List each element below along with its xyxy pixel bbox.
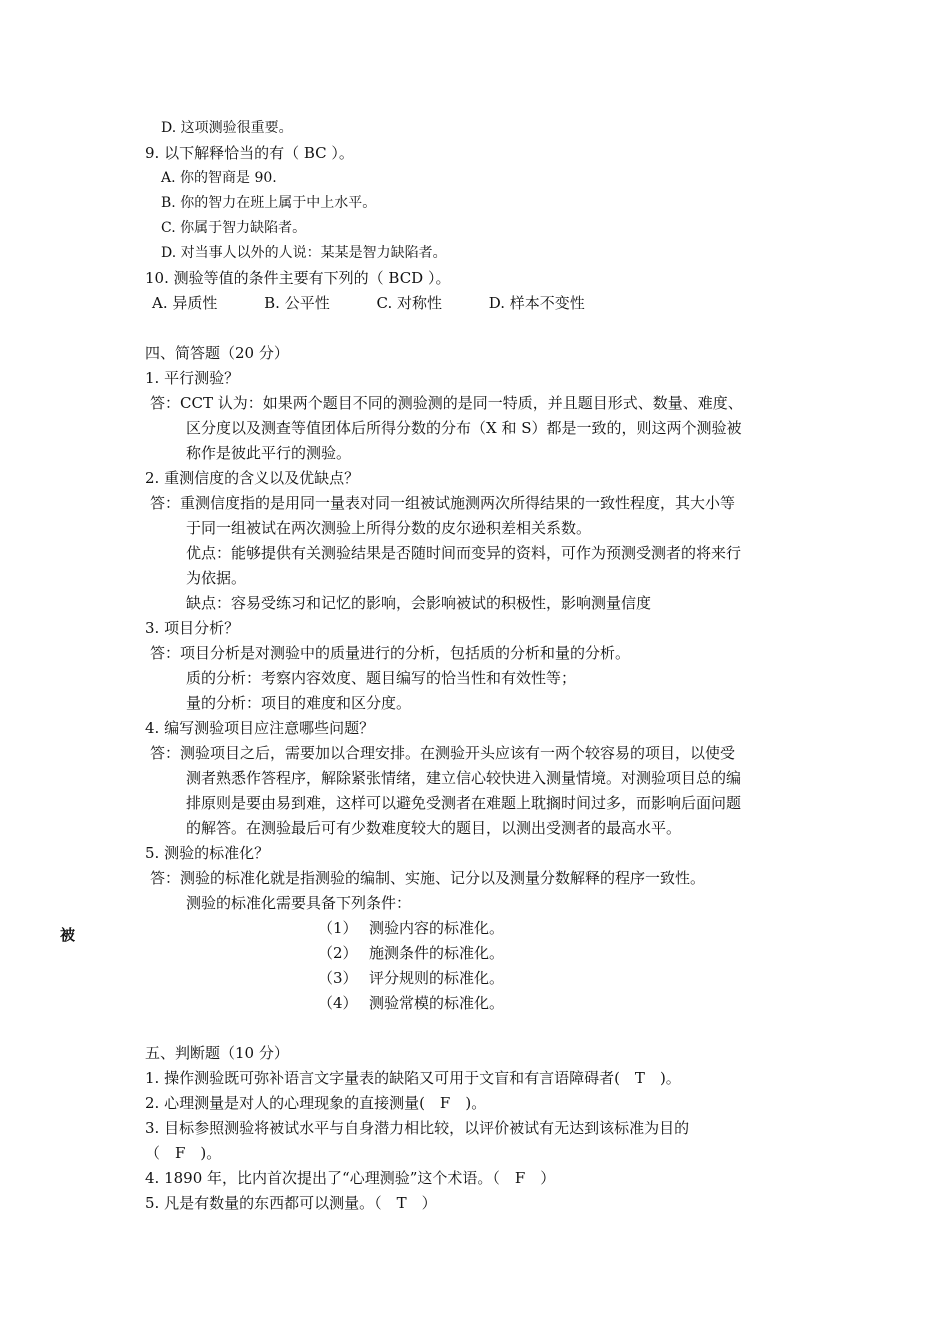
q9-option-a: A. 你的智商是 90.	[161, 170, 277, 186]
s4-q4-answer-line: 的解答。在测验最后可有少数难度较大的题目，以测出受测者的最高水平。	[186, 819, 682, 837]
s5-item: 3. 目标参照测验将被试水平与自身潜力相比较，以评价被试有无达到该标准为目的	[145, 1119, 690, 1137]
s4-q1-answer-line: 答：CCT 认为：如果两个题目不同的测验测的是同一特质，并且题目形式、数量、难度、	[150, 394, 743, 412]
s4-q5-question: 5. 测验的标准化？	[145, 844, 270, 862]
s4-q5-condition-text: 评分规则的标准化。	[369, 969, 505, 987]
s4-q5-condition-num: （2）	[318, 944, 358, 962]
s4-q3-answer-line: 量的分析：项目的难度和区分度。	[186, 694, 412, 712]
s4-q2-answer-line: 缺点：容易受练习和记忆的影响，会影响被试的积极性，影响测量信度	[186, 594, 652, 612]
s4-q1-question: 1. 平行测验？	[145, 369, 240, 387]
s5-item: 2. 心理测量是对人的心理现象的直接测量( F )。	[145, 1094, 487, 1112]
q10-options	[152, 293, 585, 313]
s4-q3-answer-line: 质的分析：考察内容效度、题目编写的恰当性和有效性等；	[186, 669, 577, 687]
q10-option-a: A. 异质性	[152, 294, 218, 312]
s4-q2-answer-line: 答：重测信度指的是用同一量表对同一组被试施测两次所得结果的一致性程度，其大小等	[150, 494, 736, 512]
s4-q5-condition-num: （3）	[318, 969, 358, 987]
s4-q4-answer-line: 排原则是要由易到难，这样可以避免受测者在难题上耽搁时间过多，而影响后面问题	[186, 794, 742, 812]
s4-q2-question: 2. 重测信度的含义以及优缺点？	[145, 469, 360, 487]
q10-option-d: D. 样本不变性	[488, 294, 585, 312]
s5-item: 5. 凡是有数量的东西都可以测量。（ T ）	[145, 1194, 437, 1212]
section4-heading: 四、简答题（20 分）	[145, 344, 289, 362]
s4-q4-answer-line: 测者熟悉作答程序，解除紧张情绪，建立信心较快进入测量情境。对测验项目总的编	[186, 769, 742, 787]
s4-q2-answer-line: 为依据。	[186, 569, 247, 587]
s4-q5-condition-num: （4）	[318, 994, 358, 1012]
s4-q3-question: 3. 项目分析？	[145, 619, 240, 637]
margin-char: 被	[60, 926, 76, 944]
q9-option-b: B. 你的智力在班上属于中上水平。	[161, 195, 377, 211]
s4-q4-question: 4. 编写测验项目应注意哪些问题？	[145, 719, 375, 737]
s5-item: （ F )。	[145, 1144, 222, 1162]
q10-option-c: C. 对称性	[376, 294, 442, 312]
s4-q5-answer-line: 测验的标准化需要具备下列条件：	[186, 894, 412, 912]
s5-item: 1. 操作测验既可弥补语言文字量表的缺陷又可用于文盲和有言语障碍者( T )。	[145, 1069, 681, 1087]
s4-q1-answer-line: 区分度以及测查等值团体后所得分数的分布（X 和 S）都是一致的，则这两个测验被	[186, 419, 742, 437]
s4-q4-answer-line: 答：测验项目之后，需要加以合理安排。在测验开头应该有一两个较容易的项目，以使受	[150, 744, 736, 762]
s5-item: 4. 1890 年，比内首次提出了“心理测验”这个术语。（ F ）	[145, 1169, 556, 1187]
q9-option-d: D. 对当事人以外的人说：某某是智力缺陷者。	[161, 245, 447, 261]
s4-q5-condition-text: 施测条件的标准化。	[369, 944, 505, 962]
s4-q3-answer-line: 答：项目分析是对测验中的质量进行的分析，包括质的分析和量的分析。	[150, 644, 631, 662]
s4-q2-answer-line: 优点：能够提供有关测验结果是否随时间而变异的资料，可作为预测受测者的将来行	[186, 544, 742, 562]
q9-stem: 9. 以下解释恰当的有（ BC ）。	[145, 144, 354, 162]
s4-q5-condition-text: 测验常模的标准化。	[369, 994, 505, 1012]
q9-option-c: C. 你属于智力缺陷者。	[161, 220, 307, 236]
q8-option-d: D. 这项测验很重要。	[161, 120, 293, 136]
q10-option-b: B. 公平性	[264, 294, 330, 312]
q10-stem: 10. 测验等值的条件主要有下列的（ BCD ）。	[145, 269, 451, 287]
s4-q5-condition-num: （1）	[318, 919, 358, 937]
s4-q5-condition-text: 测验内容的标准化。	[369, 919, 505, 937]
s4-q2-answer-line: 于同一组被试在两次测验上所得分数的皮尔逊积差相关系数。	[186, 519, 592, 537]
section5-heading: 五、判断题（10 分）	[145, 1044, 289, 1062]
s4-q1-answer-line: 称作是彼此平行的测验。	[186, 444, 352, 462]
s4-q5-answer-line: 答：测验的标准化就是指测验的编制、实施、记分以及测量分数解释的程序一致性。	[150, 869, 706, 887]
